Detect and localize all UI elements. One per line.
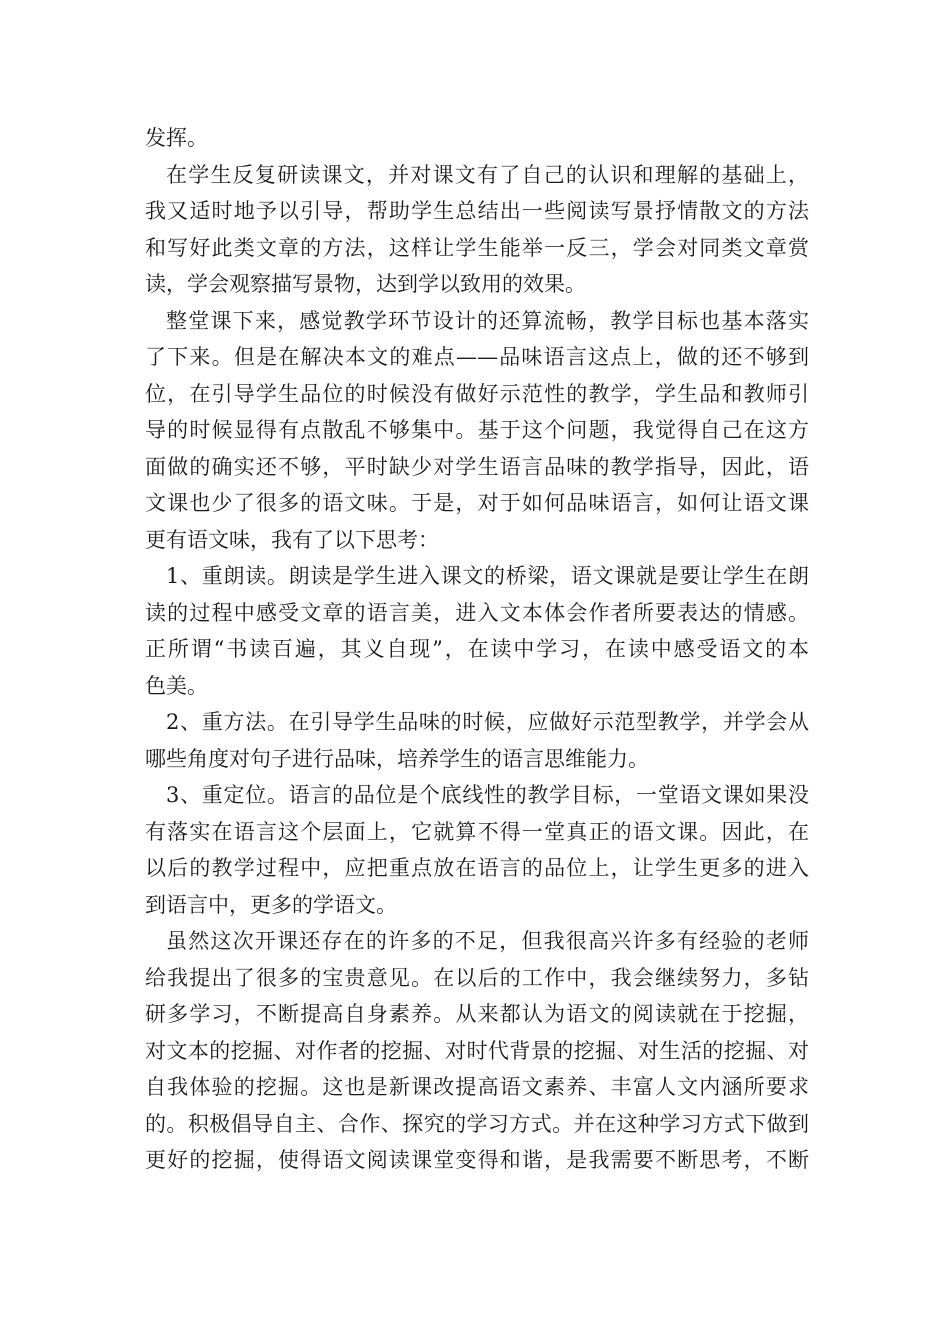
text-line: 给我提出了很多的宝贵意见。在以后的工作中，我会继续努力，多钻 <box>145 965 809 990</box>
text-line: 面做的确实还不够，平时缺少对学生语言品味的教学指导，因此，语 <box>145 454 809 479</box>
text-line: 哪些角度对句子进行品味，培养学生的语言思维能力。 <box>145 746 649 771</box>
text-line: 有落实在语言这个层面上，它就算不得一堂真正的语文课。因此，在 <box>145 819 809 844</box>
text-line: 虽然这次开课还存在的许多的不足，但我很高兴许多有经验的老师 <box>166 929 809 953</box>
text-line: 发挥。 <box>145 126 208 150</box>
text-line: 研多学习，不断提高自身素养。从来都认为语文的阅读就在于挖掘， <box>145 1002 809 1026</box>
text-line: 文课也少了很多的语文味。于是，对于如何品味语言，如何让语文课 <box>145 491 809 515</box>
text-line: 读，学会观察描写景物，达到学以致用的效果。 <box>145 272 586 296</box>
text-line: 自我体验的挖掘。这也是新课改提高语文素养、丰富人文内涵所要求 <box>145 1075 809 1099</box>
text-line: 对文本的挖掘、对作者的挖掘、对时代背景的挖掘、对生活的挖掘、对 <box>145 1038 809 1063</box>
text-line: 和写好此类文章的方法，这样让学生能举一反三，学会对同类文章赏 <box>145 235 809 260</box>
text-line: 到语言中，更多的学语文。 <box>145 892 397 917</box>
text-line: 在学生反复研读课文，并对课文有了自己的认识和理解的基础上， <box>166 162 809 187</box>
text-line: 更有语文味，我有了以下思考： <box>145 527 439 552</box>
text-line: 正所谓“书读百遍，其义自现”，在读中学习，在读中感受语文的本 <box>145 637 809 661</box>
text-line: 1、重朗读。朗读是学生进入课文的桥梁，语文课就是要让学生在朗 <box>166 564 809 588</box>
text-line: 了下来。但是在解决本文的难点——品味语言这点上，做的还不够到 <box>145 345 809 369</box>
text-line: 更好的挖掘，使得语文阅读课堂变得和谐，是我需要不断思考，不断 <box>145 1148 809 1172</box>
text-line: 导的时候显得有点散乱不够集中。基于这个问题，我觉得自己在这方 <box>145 418 809 442</box>
body-text <box>145 120 809 1179</box>
text-line: 3、重定位。语言的品位是个底线性的教学目标，一堂语文课如果没 <box>166 783 809 807</box>
text-line: 的。积极倡导自主、合作、探究的学习方式。并在这种学习方式下做到 <box>145 1111 809 1136</box>
text-line: 以后的教学过程中，应把重点放在语言的品位上，让学生更多的进入 <box>145 856 809 880</box>
text-line: 读的过程中感受文章的语言美，进入文本体会作者所要表达的情感。 <box>145 600 809 625</box>
text-line: 位，在引导学生品位的时候没有做好示范性的教学，学生品和教师引 <box>145 381 809 406</box>
text-line: 2、重方法。在引导学生品味的时候，应做好示范型教学，并学会从 <box>166 710 809 734</box>
text-line: 我又适时地予以引导，帮助学生总结出一些阅读写景抒情散文的方法 <box>145 199 809 223</box>
text-line: 整堂课下来，感觉教学环节设计的还算流畅，教学目标也基本落实 <box>166 308 809 333</box>
text-line: 色美。 <box>145 673 208 698</box>
